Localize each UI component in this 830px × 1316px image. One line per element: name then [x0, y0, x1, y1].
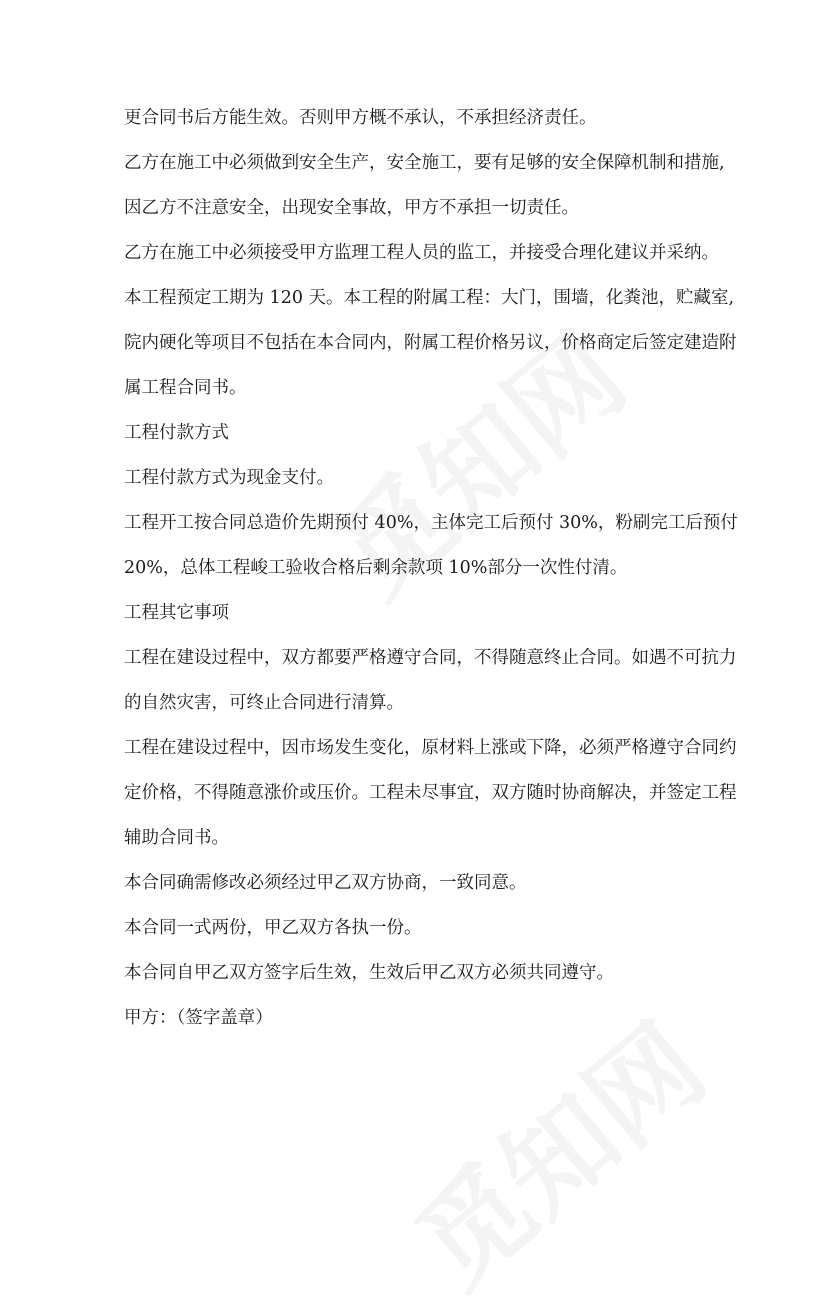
section-heading: 工程付款方式 — [124, 423, 229, 443]
paragraph-line: 工程付款方式为现金支付。 — [124, 468, 334, 488]
paragraph-line: 20%，总体工程峻工验收合格后剩余款项 10%部分一次性付清。 — [124, 558, 628, 578]
paragraph-line: 更合同书后方能生效。否则甲方概不承认，不承担经济责任。 — [124, 108, 597, 128]
paragraph-line: 本工程预定工期为 120 天。本工程的附属工程：大门，围墙，化粪池，贮藏室, — [124, 288, 735, 308]
paragraph-line: 属工程合同书。 — [124, 378, 247, 398]
paragraph-line: 辅助合同书。 — [124, 828, 229, 848]
paragraph-line: 本合同确需修改必须经过甲乙双方协商，一致同意。 — [124, 873, 527, 893]
paragraph-line: 乙方在施工中必须做到安全生产，安全施工，要有足够的安全保障机制和措施, — [124, 153, 725, 173]
paragraph-line: 的自然灾害，可终止合同进行清算。 — [124, 693, 404, 713]
paragraph-line: 工程在建设过程中，双方都要严格遵守合同，不得随意终止合同。如遇不可抗力 — [124, 648, 737, 668]
paragraph-line: 工程开工按合同总造价先期预付 40%，主体完工后预付 30%，粉刷完工后预付 — [124, 513, 738, 533]
paragraph-line: 乙方在施工中必须接受甲方监理工程人员的监工，并接受合理化建议并采纳。 — [124, 243, 719, 263]
paragraph-line: 本合同一式两份，甲乙双方各执一份。 — [124, 918, 422, 938]
paragraph-line: 定价格，不得随意涨价或压价。工程未尽事宜，双方随时协商解决，并签定工程 — [124, 783, 737, 803]
paragraph-line: 工程在建设过程中，因市场发生变化，原材料上涨或下降，必须严格遵守合同约 — [124, 738, 737, 758]
section-heading: 工程其它事项 — [124, 603, 229, 623]
paragraph-line: 本合同自甲乙双方签字后生效，生效后甲乙双方必须共同遵守。 — [124, 963, 614, 983]
signature-label: 甲方：（签字盖章） — [124, 1008, 273, 1028]
paragraph-line: 因乙方不注意安全，出现安全事故，甲方不承担一切责任。 — [124, 198, 579, 218]
paragraph-line: 院内硬化等项目不包括在本合同内，附属工程价格另议，价格商定后签定建造附 — [124, 333, 737, 353]
document-body — [124, 108, 738, 1053]
